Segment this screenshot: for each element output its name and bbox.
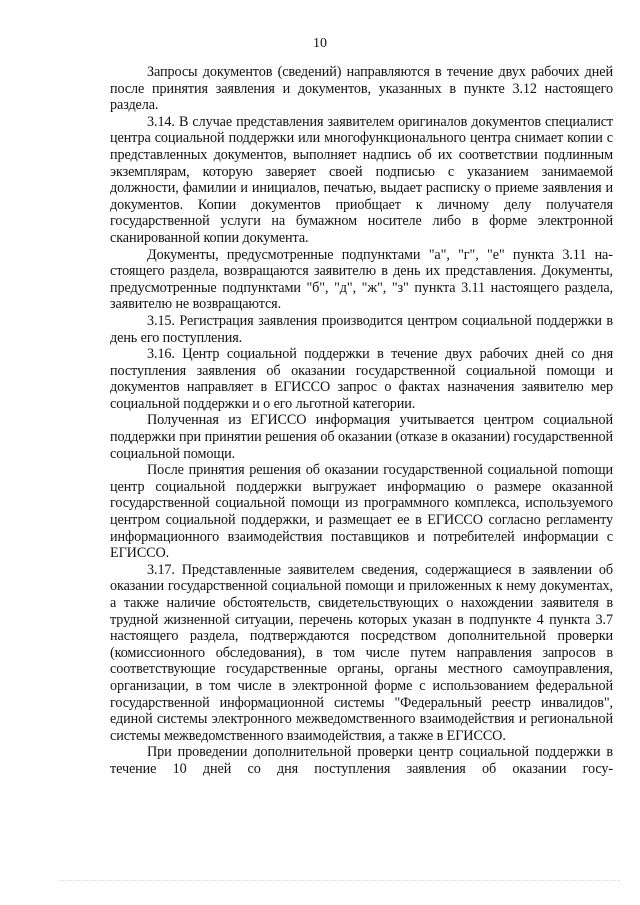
page-number: 10 — [313, 36, 327, 51]
paragraph-3-14: 3.14. В случае представления заявителем оригиналов документов специалист центра социальной поддержки или многофункционального центра снимает копии с представленных документов, выполняет надпись об их соответствии подлинным экземплярам, которую заверяет своей подписью с указанием занимаемой должности, фамилии и инициалов, печатью, выдает расписку о приеме заявления и документов. Копии документов приобщает к личному делу получателя государственной услуги на бумажном носителе либо в форме электронной сканированной копии документа. — [110, 113, 613, 246]
paragraph-3-17: 3.17. Представленные заявителем сведения, содержащиеся в заявлении об оказании государственной социальной помощи и приложенных к нему документах, а также наличие обстоятельств, свидетельствующих о нахождении заявителя в трудной жизненной ситуации, перечень которых указан в подпункте 4 пункта 3.7 настоящего раздела, подтверждаются посредством дополнительной проверки (комиссионного обследования), в том числе путем направления запросов в соответствующие государственные органы, органы местного самоуправления, организации, в том числе в электронной форме с использованием федеральной государственной информационной системы "Федеральный реестр инвалидов", единой системы электронного межведомственного взаимодействия и региональной системы межведомственного взаимодействия, а также в ЕГИССО. — [110, 561, 613, 744]
scan-edge-divider — [60, 880, 620, 881]
paragraph-3-16: 3.16. Центр социальной поддержки в течение двух рабочих дней со дня поступления заявления об оказании государственной социальной помощи и документов направляет в ЕГИССО запрос о фактах назначения заявителю мер социальной поддержки и о его льготной категории. — [110, 346, 613, 412]
paragraph-egisso-info: Полученная из ЕГИССО информация учитывается центром социальной поддержки при принятии решения об оказании (отказе в оказании) государственной социальной помощи. — [110, 412, 613, 462]
paragraph-3-15: 3.15. Регистрация заявления производится центром социальной поддержки в день его поступления. — [110, 312, 613, 346]
paragraph-after-decision: После принятия решения об оказании государственной социальной поmощи центр социальной поддержки выгружает информацию о размере оказанной государственной социальной помощи из программного комплекса, используемого центром социальной поддержки, и размещает ее в ЕГИССО согласно регламенту информационного взаимодействия поставщиков и потребителей информации с ЕГИССО. — [110, 462, 613, 562]
paragraph-requests-timing: Запросы документов (сведений) направляются в течение двух рабочих дней после принятия заявления и документов, указанных в пункте 3.12 настоящего раздела. — [110, 64, 613, 114]
document-body — [110, 64, 613, 778]
paragraph-documents-return: Документы, предусмотренные подпунктами "а", "г", "е" пункта 3.11 настоящего раздела, возвращаются заявителю в день их представления. Документы, предусмотренные подпунктами "б", "д", "ж", "з" пункта 3.11 настоящего раздела, заявителю не возвращаются. — [110, 246, 613, 313]
paragraph-additional-check: При проведении дополнительной проверки центр социальной поддержки в течение 10 дней со дня поступления заявления об оказании госу- — [110, 744, 613, 777]
